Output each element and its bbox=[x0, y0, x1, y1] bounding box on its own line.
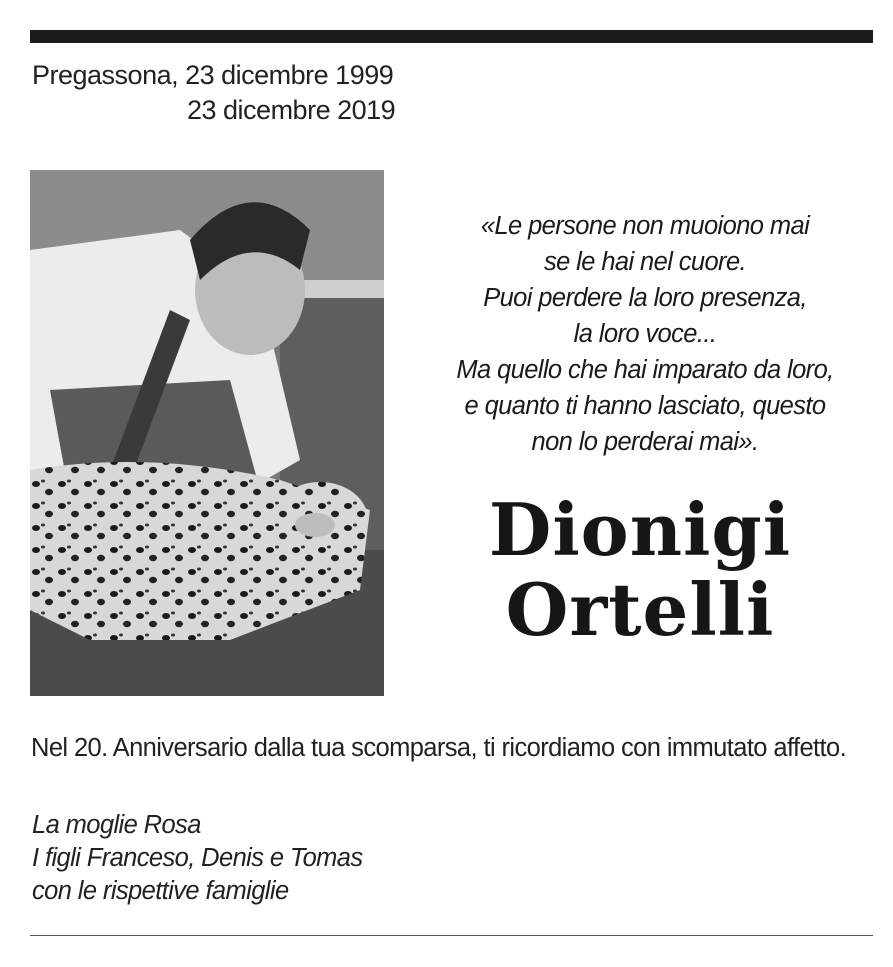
quote-line: la loro voce... bbox=[573, 320, 717, 348]
dates-block bbox=[32, 58, 395, 128]
date-line-2: 23 dicembre 2019 bbox=[187, 95, 396, 125]
portrait-photo-icon bbox=[30, 170, 384, 696]
signature-line: La moglie Rosa bbox=[32, 811, 201, 839]
bottom-rule bbox=[30, 935, 873, 936]
quote-line: se le hai nel cuore. bbox=[543, 248, 747, 276]
deceased-name bbox=[455, 487, 825, 652]
top-rule bbox=[30, 30, 873, 43]
quote-line: Ma quello che hai imparato da loro, bbox=[456, 356, 834, 384]
signature-line: I figli Franceso, Denis e Tomas bbox=[32, 844, 363, 872]
quote-line: Puoi perdere la loro presenza, bbox=[483, 284, 807, 312]
portrait-photo bbox=[30, 170, 384, 696]
quote-line: «Le persone non muoiono mai bbox=[480, 212, 810, 240]
signature-line: con le rispettive famiglie bbox=[32, 877, 289, 905]
last-name: Ortelli bbox=[505, 567, 775, 652]
quote-line: e quanto ti hanno lasciato, questo bbox=[464, 392, 826, 420]
first-name: Dionigi bbox=[488, 487, 792, 572]
memorial-quote bbox=[400, 208, 890, 460]
signatures-block bbox=[32, 809, 363, 908]
quote-line: non lo perderai mai». bbox=[531, 428, 759, 456]
date-line-1: Pregassona, 23 dicembre 1999 bbox=[32, 60, 394, 90]
anniversary-message: Nel 20. Anniversario dalla tua scomparsa, ti ricordiamo con immutato affetto. bbox=[31, 734, 847, 762]
